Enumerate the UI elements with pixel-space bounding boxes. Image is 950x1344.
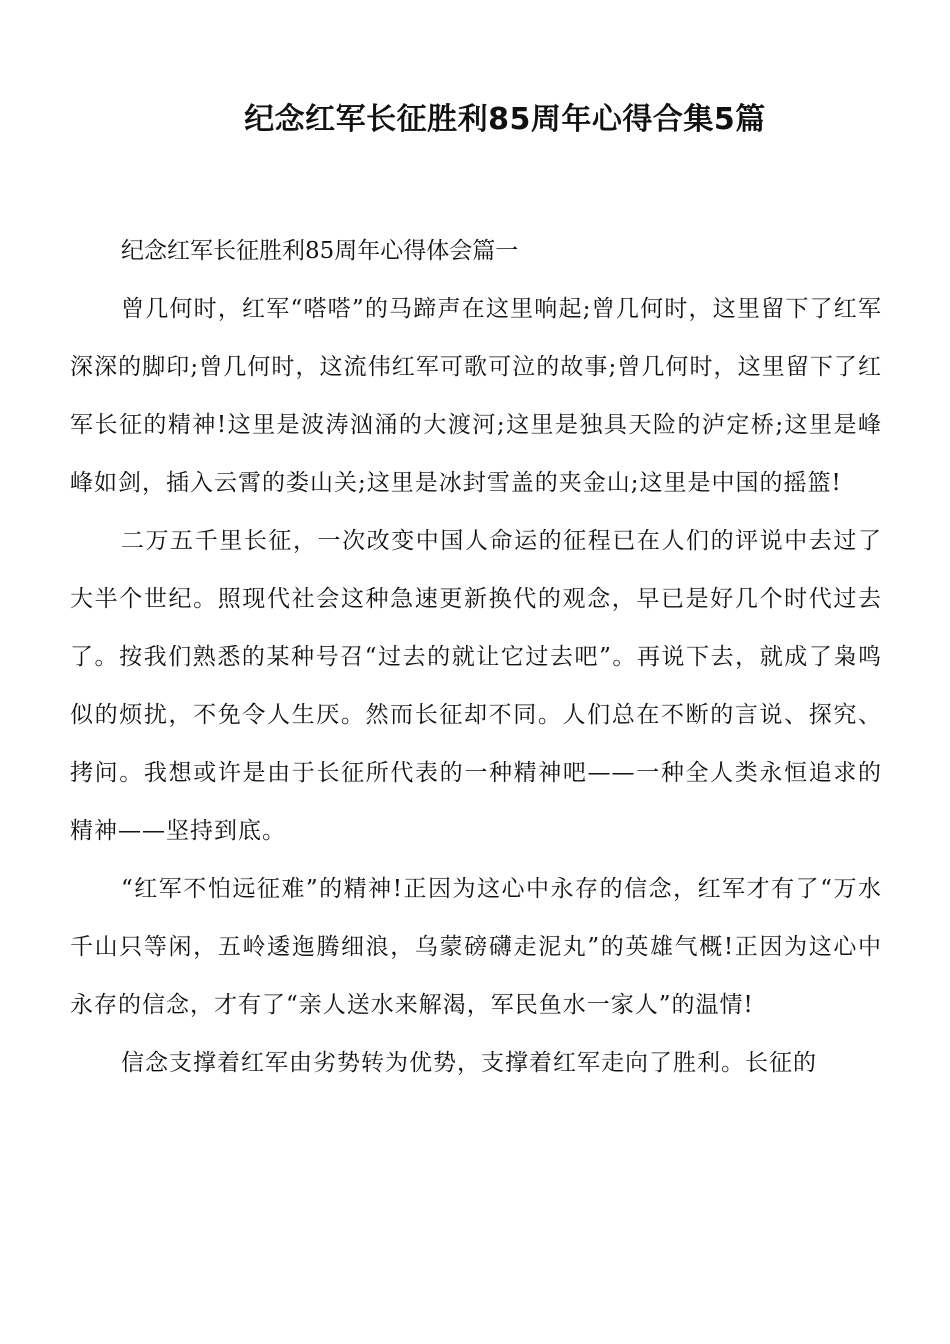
paragraph-1: 曾几何时，红军“嗒嗒”的马蹄声在这里响起;曾几何时，这里留下了红军深深的脚印;曾几何时，这流伟红军可歌可泣的故事;曾几何时，这里留下了红军长征的精神!这里是波涛汹涌的大渡河;这里是独具天险的泸定桥;这里是峰峰如剑，插入云霄的娄山关;这里是冰封雪盖的夹金山;这里是中国的摇篮! [70, 296, 882, 496]
document-title: 纪念红军长征胜利85周年心得合集5篇 [244, 102, 766, 137]
paragraph-3: “红军不怕远征难”的精神!正因为这心中永存的信念，红军才有了“万水千山只等闲，五岭逶迤腾细浪，乌蒙磅礴走泥丸”的英雄气概!正因为这心中永存的信念，才有了“亲人送水来解渴，军民鱼水一家人”的温情! [70, 876, 882, 1018]
section-heading: 纪念红军长征胜利85周年心得体会篇一 [121, 238, 519, 264]
document-body [70, 222, 882, 1092]
paragraph-2: 二万五千里长征，一次改变中国人命运的征程已在人们的评说中去过了大半个世纪。照现代社会这种急速更新换代的观念，早已是好几个时代过去了。按我们熟悉的某种号召“过去的就让它过去吧”。再说下去，就成了枭鸣似的烦扰，不免令人生厌。然而长征却不同。人们总在不断的言说、探究、拷问。我想或许是由于长征所代表的一种精神吧——一种全人类永恒追求的精神——坚持到底。 [70, 528, 882, 844]
paragraph-4: 信念支撑着红军由劣势转为优势，支撑着红军走向了胜利。长征的 [121, 1050, 817, 1076]
